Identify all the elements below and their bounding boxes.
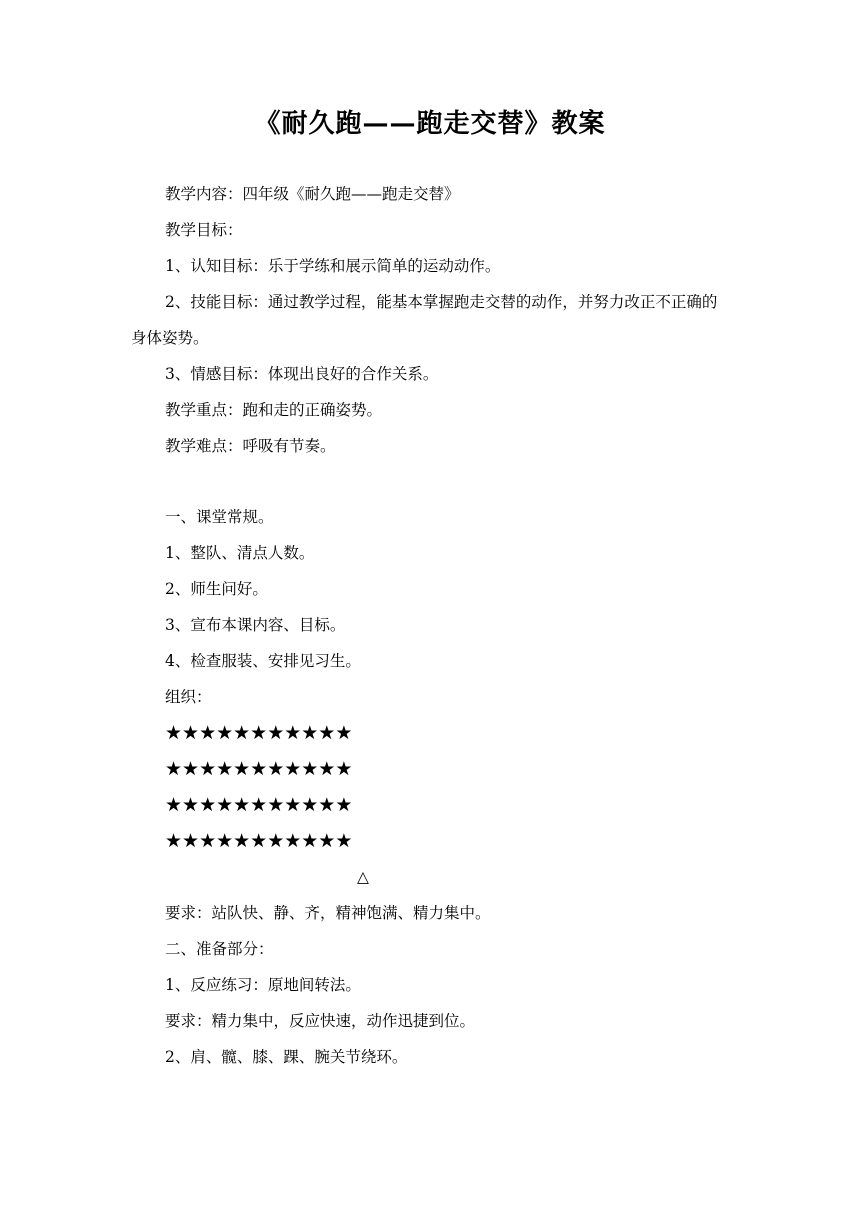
section2-item1: 1、反应练习：原地间转法。 xyxy=(165,976,361,994)
goal-skill: 2、技能目标：通过教学过程，能基本掌握跑走交替的动作，并努力改正不正确的身体姿势。 xyxy=(131,293,718,347)
section2-heading: 二、准备部分： xyxy=(165,940,274,958)
teacher-position-mark: △ xyxy=(357,868,369,886)
teaching-goals-label: 教学目标： xyxy=(165,221,243,239)
section2-item1-requirement: 要求：精力集中，反应快速，动作迅捷到位。 xyxy=(165,1012,476,1030)
section1-item: 2、师生问好。 xyxy=(165,580,268,598)
spacer xyxy=(131,464,731,499)
teaching-content: 教学内容：四年级《耐久跑——跑走交替》 xyxy=(165,185,460,203)
student-row-stars: ★★★★★★★★★★★ xyxy=(165,794,353,816)
document-body xyxy=(131,176,731,1075)
goal-cognitive: 1、认知目标：乐于学练和展示简单的运动动作。 xyxy=(165,257,501,275)
student-row-stars: ★★★★★★★★★★★ xyxy=(165,722,353,744)
student-row-stars: ★★★★★★★★★★★ xyxy=(165,830,353,852)
goal-emotional: 3、情感目标：体现出良好的合作关系。 xyxy=(165,365,439,383)
teaching-difficulty: 教学难点：呼吸有节奏。 xyxy=(165,437,336,455)
section1-heading: 一、课堂常规。 xyxy=(165,508,274,526)
student-row-stars: ★★★★★★★★★★★ xyxy=(165,758,353,780)
teaching-key-point: 教学重点：跑和走的正确姿势。 xyxy=(165,401,383,419)
document-title: 《耐久跑——跑走交替》教案 xyxy=(254,109,606,139)
organization-label: 组织： xyxy=(165,688,212,706)
section1-item: 1、整队、清点人数。 xyxy=(165,544,315,562)
section2-item2: 2、肩、髋、膝、踝、腕关节绕环。 xyxy=(165,1048,408,1066)
section1-requirement: 要求：站队快、静、齐，精神饱满、精力集中。 xyxy=(165,904,491,922)
section1-item: 4、检查服装、安排见习生。 xyxy=(165,652,361,670)
section1-item: 3、宣布本课内容、目标。 xyxy=(165,616,346,634)
